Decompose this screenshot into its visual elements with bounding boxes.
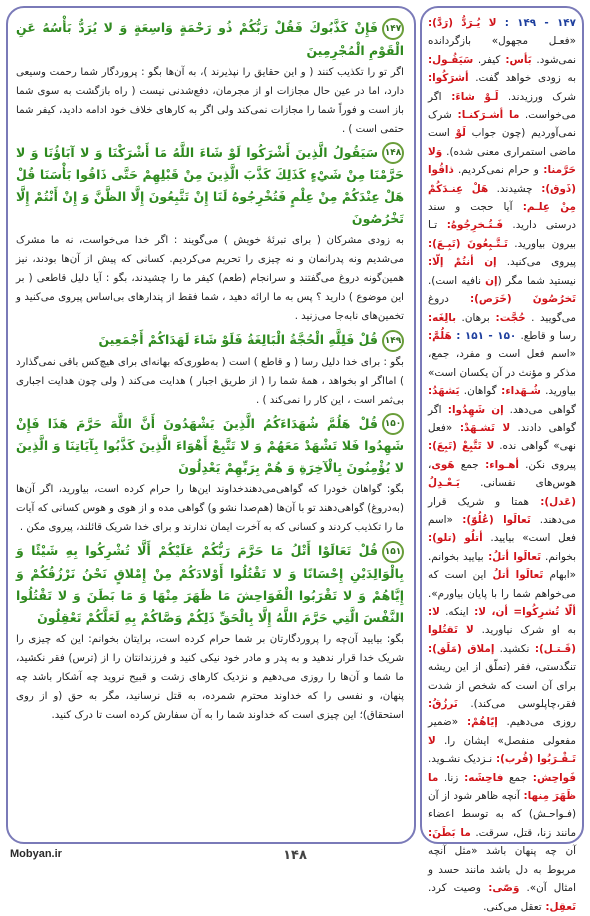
vocab-word: ألّا تُشرِکُوا= أن، لا: xyxy=(468,606,576,618)
vocab-meaning: تنگدستی، فقر (تملّق از این ریشه برای آن است که شخص از شدت فقر،چاپلوسی می‌کند). xyxy=(428,661,576,711)
vocab-word: إیّاهُمْ: xyxy=(458,716,498,729)
verse-arabic-text: قُلْ هَلُمَّ شُهَدَاءَكُمُ الَّذِينَ يَشْهَدُونَ أَنَّ اللَّهَ حَرَّمَ هَذَا فَإِنْ شَهِدُوا فَلا تَشْهَدْ مَعَهُمْ وَ لا تَتَّبِعْ أَهْوَاءَ الَّذِينَ كَذَّبُوا بِآيَاتِنَا وَ الَّذِينَ لا يُؤْمِنُونَ بِالْآخِرَةِ وَ هُمْ بِرَبِّهِمْ يَعْدِلُونَ xyxy=(16,415,404,475)
vocab-meaning: اگر گواهی دادند. xyxy=(428,403,576,434)
vocab-meaning: همتا و شریک قرار می‌دهند. xyxy=(428,495,576,526)
verse-translation: به زودی مشرکان ( برای تبرئهٔ خویش ) می‌گویند : اگر خدا می‌خواست، نه ما مشرک می‌شدیم ونه پدرانمان و نه چیزی را تحریم می‌کردیم. کسانی که پیش از آن‌ها بودند، نیز همین‌گونه دروغ می‌گفتند و سرانجام (طعم) کیفر ما را چشیدند، بگو : آیا دلیل قاطعی ( بر این موضوع ) دارید ؟ پس به ما ارائه دهید ، شما فقط از پندارهای بی‌اساس پیروی می‌کنید و تخمین‌های نابه‌جا می‌زنید . xyxy=(16,235,404,322)
vocab-word: ما بَطَنَ: xyxy=(428,826,471,839)
vocab-meaning: بخوانم. xyxy=(540,550,576,563)
verse-range: ۱۵۰ - ۱۵۱ : xyxy=(451,329,517,342)
vocab-meaning: شرک ورزیدند. xyxy=(498,90,576,103)
vocab-word: هَوی xyxy=(431,458,455,471)
verse-block xyxy=(16,17,404,139)
vocab-word: تَعالَوا (عُلُوّ): xyxy=(452,513,531,526)
vocab-meaning: اینکه. xyxy=(439,606,469,618)
vocab-word: لا: xyxy=(428,606,440,618)
vocab-word: وَصّی: xyxy=(480,882,520,895)
vocab-word: فَـتُـخرِجُوهُ: xyxy=(437,219,504,232)
vocab-word: لا یُـرَدُّ (رَدَّ): xyxy=(428,17,497,29)
vocab-word: إملاق (مَلَق): xyxy=(428,642,495,655)
verse-arabic xyxy=(16,540,404,629)
vocab-meaning: زنا. xyxy=(438,771,459,784)
vocab-meaning: ، هوس‌های نفسانی. xyxy=(428,458,576,490)
vocab-word: تَـتَّـبِعُونَ (تَبِـعَ): xyxy=(428,237,508,250)
vocab-word: فاحِشَه: xyxy=(458,771,504,784)
verse-range: ۱۴۷ - ۱۴۹ : xyxy=(496,17,576,29)
vocab-word: لَوْ xyxy=(455,127,466,140)
vocab-meaning: آیا حجت و سند درستی دارید. xyxy=(428,201,577,232)
vocab-word: تَخرُصُونَ (خَرَص): xyxy=(448,293,576,306)
vocab-meaning: گواهی می‌دهد. xyxy=(503,403,576,416)
vocab-word: إن أنتُمْ إلّا: xyxy=(428,256,497,269)
verse-block xyxy=(16,540,404,725)
vocab-meaning: بیایید بخوانم. «ابهام xyxy=(428,550,576,582)
vocab-word: سَیَقُـول: xyxy=(428,53,474,66)
vocab-word: لا تَشـهَدْ: xyxy=(452,421,511,434)
vocab-meaning: و حرام نمی‌کردیم. xyxy=(453,164,539,177)
vocab-meaning: به زودی خواهد گفت. xyxy=(468,72,576,85)
vocab-word: ذاقُوا (ذَوق): xyxy=(428,164,577,195)
verse-block xyxy=(16,142,404,327)
verse-arabic xyxy=(16,413,404,480)
vocab-word: بالِغَه: xyxy=(428,311,457,324)
vocab-word: نَرزُقُ: xyxy=(428,698,458,711)
verse-number-badge: ۱۴۷ xyxy=(382,18,404,40)
verse-arabic-text: قُلْ فَلِلَّهِ الْحُجَّةُ الْبَالِغَةُ فَلَوْ شَاءَ لَهَدَاكُمْ أَجْمَعِينَ xyxy=(98,332,378,347)
vocab-meaning: چشیدند. xyxy=(488,182,533,195)
vocab-meaning: این است که می‌خواهم شما را با پایان بیاورم». xyxy=(428,569,576,600)
verse-arabic-text: فَإِنْ كَذَّبُوكَ فَقُلْ رَبُّكُمْ ذُو رَحْمَةٍ وَاسِعَةٍ وَ لا يُرَدُّ بَأْسُهُ عَنِ الْقَوْمِ الْمُجْرِمِينَ xyxy=(16,20,404,58)
vocab-meaning: نافیه است). xyxy=(428,274,486,287)
vocab-meaning: اگر می‌خواست. xyxy=(428,90,576,122)
verse-arabic-text: سَيَقُولُ الَّذِينَ أَشْرَكُوا لَوْ شَاءَ اللَّهُ مَا أَشْرَكْنَا وَ لا آبَاؤُنَا وَ لا حَرَّمْنَا مِنْ شَيْءٍ كَذَلِكَ كَذَّبَ الَّذِينَ مِنْ قَبْلِهِمْ حَتَّى ذَاقُوا بَأْسَنَا قُلْ هَلْ عِنْدَكُمْ مِنْ عِلْمٍ فَتُخْرِجُوهُ لَنَا إِنْ تَتَّبِعُونَ إِلَّا الظَّنَّ وَ إِنْ أَنْتُمْ إِلَّا تَخْرُصُونَ xyxy=(16,144,404,226)
vocab-word: لا تَتَّبِعْ (تَبِعَ): xyxy=(428,440,495,453)
vocab-meaning: کیفر. xyxy=(473,53,501,66)
page-number: ۱۴۸ xyxy=(283,848,307,863)
verse-number-badge: ۱۵۱ xyxy=(382,541,404,563)
vocab-meaning: نیستید شما مگر ( xyxy=(497,274,576,287)
vocab-meaning: گواهان. xyxy=(459,385,497,398)
verses-panel xyxy=(6,6,416,844)
vocab-meaning: «ضمیر مفعولی منفصل» ایشان را. xyxy=(428,716,576,747)
vocab-word: حُجَّت: xyxy=(489,311,526,324)
verse-block xyxy=(16,329,404,410)
vocab-word: ما ظَهَرَ مِنها: xyxy=(428,771,576,803)
vocab-word: ما أشـرَکنـا: xyxy=(451,109,520,122)
vocabulary-panel xyxy=(420,6,584,913)
vocab-meaning: روزی می‌دهیم. xyxy=(497,716,576,729)
vocab-word: وَلا حَرَّمنا: xyxy=(428,145,576,177)
vocab-word: هَلُمَّ: xyxy=(428,329,452,342)
vocab-meaning: برهان. xyxy=(456,311,490,324)
vocab-word: هَلْ عِنـدَکُمْ مِنْ عِلـم: xyxy=(428,182,576,214)
verse-number-badge: ۱۴۸ xyxy=(382,142,404,164)
vocab-meaning: نـزدیک نشـوید. xyxy=(428,753,493,766)
vocab-meaning: «اسم فعل است» بیایید. xyxy=(428,513,576,545)
vocab-meaning: پیروی نکن. xyxy=(519,458,576,471)
verse-number-badge: ۱۵۰ xyxy=(382,413,404,435)
vocab-meaning: «فعل نهی» گواهی نده. xyxy=(428,421,576,453)
verse-translation: اگر تو را تکذیب کنند ( و این حقایق را نپذیرند )، به آن‌ها بگو : پروردگار شما رحمت وسیعی دارد، اما در عین حال مجازات او از مجرمان، دفع‌شدنی نیست ( راه بازگشت به سوی شما باز است و فوراً شما را مجازات نمی‌کند ولی اگر به کارهای خلاف خود ادامه دادید، کیفر شما حتمی است ) . xyxy=(16,66,404,135)
vocab-meaning: تعقل می‌کنی. xyxy=(483,900,542,913)
verse-block xyxy=(16,413,404,538)
vocab-word: إن xyxy=(485,274,498,287)
verse-translation: بگو: گواهان خودرا که گواهی‌می‌دهندخداوند این‌ها را حرام کرده است، بیاورید، اگر آن‌ها (به‌دروغ) گواهی‌دهند تو با آن‌ها (هم‌صدا نشو و) گواهی مده و از هوی و هوس کسانی که آیات ما را تکذیب کردند و کسانی که به آخرت ایمان ندارند و برای خدا شریک قائلند، پیروی مکن . xyxy=(15,484,404,533)
verse-arabic xyxy=(16,17,404,62)
vocab-word: لا تَقتُلوا (قَـتـل): xyxy=(428,624,576,655)
vocab-word: إن شَهِدُوا: xyxy=(441,403,504,416)
verse-translation: بگو: بیایید آن‌چه را پروردگارتان بر شما حرام کرده است، برایتان بخوانم: این که چیزی را شریک خدا قرار ندهید و به پدر و مادر خود نیکی کنید و فرزندانتان را از (ترس) فقر نکشید، ما شما و آن‌ها را روزی می‌دهیم و نزدیک کارهای زشت و قبیح نروید چه آشکار باشد چه پنهان، و نفسی را که خداوند محترم شمرده، به قتل نرسانید، مگر به حق (و از روی استحقاق)؛ این چیزی است که خداوند شما را به آن سفارش کرده است تا درک کنید. xyxy=(16,633,404,721)
vocab-word: تَعقِل: xyxy=(541,900,576,913)
vocab-meaning: به او شرک نیاورید. xyxy=(473,624,576,637)
vocab-meaning: نکشید. xyxy=(494,642,530,655)
vocab-word: یَـعْـدِلُ (عَدل): xyxy=(428,477,577,508)
vocab-meaning: وصیت کرد. xyxy=(428,882,481,895)
vocab-word: بَأس: xyxy=(500,53,532,66)
vocab-word: أتلُو (تلو): xyxy=(428,532,483,545)
vocab-meaning: آنچه ظاهر شود از آن (فـواحـش) که به توسط اعضاء مانند زنا، قتل، سرقت. xyxy=(428,790,577,839)
verse-translation: بگو : برای خدا دلیل رسا ( و قاطع ) است ( به‌طوری‌که بهانه‌ای برای هیچ‌کس باقی نمی‌گذارد ) اما‌اگر او بخواهد ، همهٔ شما را ( از طریق اجبار ) هدایت می‌کند ( ولی چون هدایت اجباری بی‌ثمر است ، این کار را نمی‌کند ) . xyxy=(16,356,404,406)
vocab-word: تَعالَوا أتلُ: xyxy=(483,550,541,563)
vocab-word: شُـهَداء: xyxy=(496,385,541,398)
vocab-word: لا تَـقْـرَبُوا (قُرب): xyxy=(428,734,576,766)
vocab-meaning: است ماضی استمراری معنی شده). xyxy=(428,127,576,158)
site-label[interactable]: Mobyan.ir xyxy=(10,848,62,860)
vocab-word: فَواحِش: xyxy=(526,771,577,784)
vocab-meaning: رسا و قاطع. xyxy=(516,329,576,342)
vocab-word: أهـواء: xyxy=(478,458,519,471)
vocabulary-text xyxy=(428,14,576,916)
vocab-word: لَـوْ شاءَ: xyxy=(441,90,499,103)
vocab-meaning: جمع xyxy=(503,771,527,784)
vocab-word: أشرَکُوا: xyxy=(428,72,469,85)
vocab-meaning: «فعـل مجهول» بازگردانده نمی‌شود. xyxy=(428,35,576,66)
vocab-meaning: جمع xyxy=(454,458,479,471)
vocab-meaning: شرک نمی‌آوردیم (چون جواب xyxy=(428,109,576,140)
vocab-meaning: «اسم فعل است و مفرد، جمع، مذکر و مؤنث در آن یکسان است» بیاورید. xyxy=(428,348,576,398)
vocab-meaning: آن چه پنهان باشد «مثل آنچه مربوط به دل باشد مانند حسد و امثال آن». xyxy=(428,845,577,895)
vocab-meaning: دروغ می‌گویید . xyxy=(428,293,577,324)
vocab-meaning: تـا بیرون بیاورید. xyxy=(428,219,576,250)
verse-number-badge: ۱۴۹ xyxy=(382,330,404,352)
verse-arabic xyxy=(16,329,404,352)
vocab-word: تَعالَوا أتلُ xyxy=(492,569,544,582)
vocab-meaning: پیروی می‌کنید. xyxy=(496,256,576,269)
verse-arabic xyxy=(16,142,404,231)
vocab-word: یَشهَدُ: xyxy=(428,385,460,398)
verse-arabic-text: قُلْ تَعَالَوْا أَتْلُ مَا حَرَّمَ رَبُّكُمْ عَلَيْكُمْ أَلَّا تُشْرِكُوا بِهِ شَيْئًا وَ بِالْوَالِدَيْنِ إِحْسَانًا وَ لا تَقْتُلُوا أَوْلادَكُمْ مِنْ إِمْلاقٍ نَحْنُ نَرْزُقُكُمْ وَ إِيَّاهُمْ وَ لا تَقْرَبُوا الْفَوَاحِشَ مَا ظَهَرَ مِنْهَا وَ مَا بَطَنَ وَ لا تَقْتُلُوا النَّفْسَ الَّتِي حَرَّمَ اللَّهُ إِلَّا بِالْحَقِّ ذَلِكُمْ وَصَّاكُمْ بِهِ لَعَلَّكُمْ تَعْقِلُونَ xyxy=(16,543,404,625)
